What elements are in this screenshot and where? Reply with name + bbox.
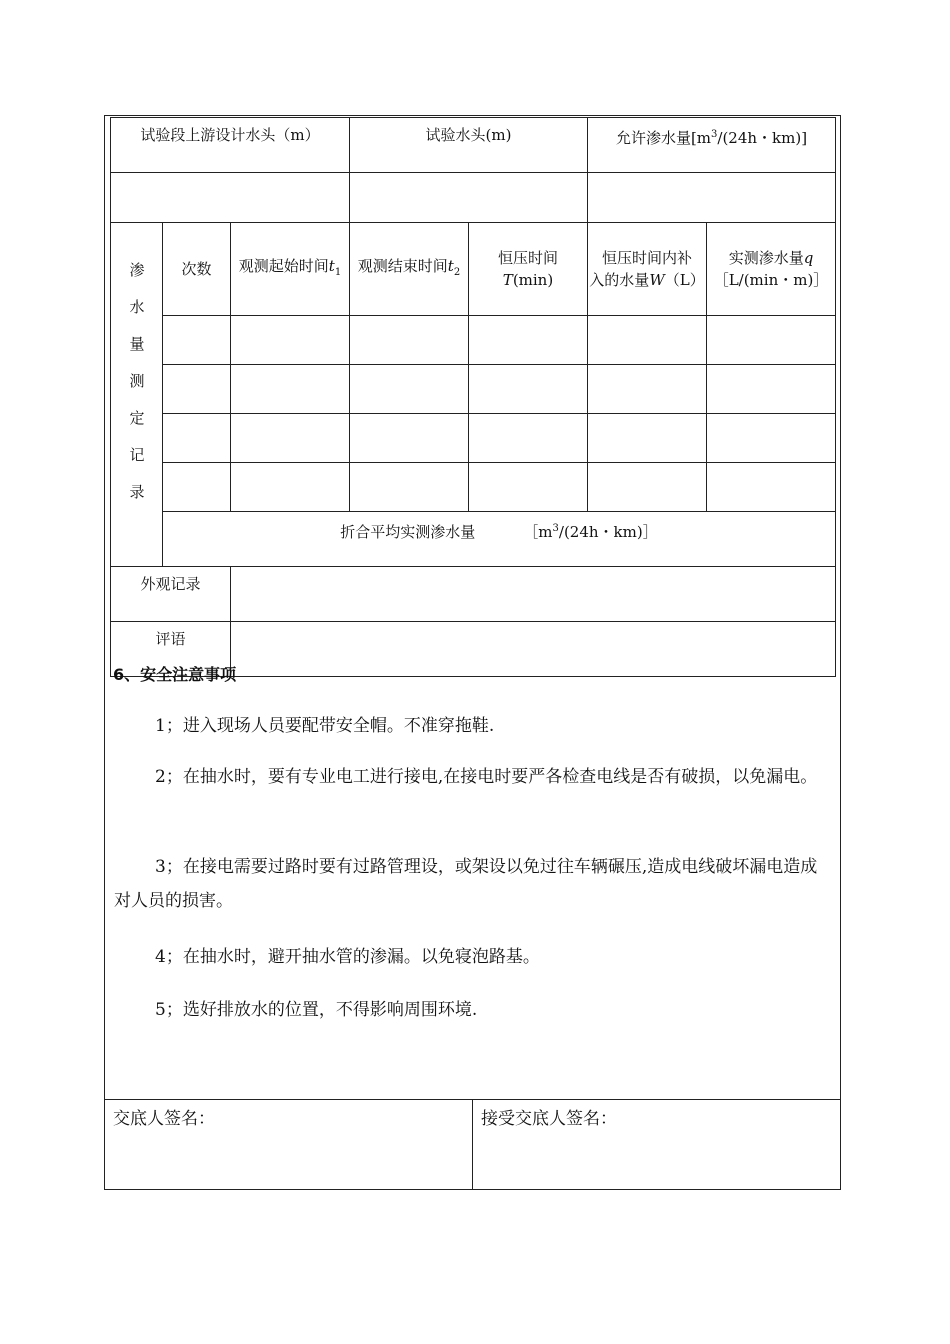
safety-item: 2；在抽水时，要有专业电工进行接电,在接电时要严各检查电线是否有破损，以免漏电。 <box>155 767 818 787</box>
comment-value[interactable] <box>231 622 836 677</box>
col-end-time: 观测结束时间$t_2$ <box>350 223 469 316</box>
safety-item: 1；进入现场人员要配带安全帽。不准穿拖鞋. <box>155 716 495 736</box>
col-hold-time: 恒压时间 T(min) <box>469 223 588 316</box>
comment-label: 评语 <box>111 622 231 677</box>
table-cell[interactable] <box>588 365 707 414</box>
table-row <box>111 316 836 365</box>
table-cell[interactable] <box>707 414 836 463</box>
receiver-signature-box[interactable] <box>473 1099 840 1189</box>
table-cell[interactable] <box>163 414 231 463</box>
appearance-row <box>111 567 836 622</box>
table-cell[interactable] <box>588 414 707 463</box>
table-cell[interactable] <box>231 414 350 463</box>
average-seepage-label: 折合平均实测渗水量 $[m^3/(24h$・km)］ <box>163 512 836 567</box>
table-cell[interactable] <box>231 463 350 512</box>
safety-item: 4；在抽水时，避开抽水管的渗漏。以免寝泡路基。 <box>155 947 540 967</box>
seepage-record-table <box>110 117 836 677</box>
allowed-seepage-value[interactable] <box>588 173 836 223</box>
design-head-header: 试验段上游设计水头（m） <box>111 118 350 173</box>
appearance-label: 外观记录 <box>111 567 231 622</box>
table-cell[interactable] <box>469 414 588 463</box>
table-cell[interactable] <box>231 316 350 365</box>
table-cell[interactable] <box>469 463 588 512</box>
table-cell[interactable] <box>707 316 836 365</box>
table-cell[interactable] <box>163 316 231 365</box>
table-cell[interactable] <box>350 463 469 512</box>
giver-signature-label: 交底人签名： <box>113 1109 215 1129</box>
table-row <box>111 414 836 463</box>
table-row <box>111 365 836 414</box>
column-header-row <box>111 223 836 316</box>
table-row <box>111 463 836 512</box>
table-cell[interactable] <box>163 365 231 414</box>
table-header-row <box>111 118 836 173</box>
table-cell[interactable] <box>588 316 707 365</box>
test-head-value[interactable] <box>350 173 588 223</box>
giver-signature-box[interactable] <box>105 1099 473 1189</box>
table-cell[interactable] <box>707 463 836 512</box>
receiver-signature-label: 接受交底人签名： <box>481 1109 617 1129</box>
design-head-value[interactable] <box>111 173 350 223</box>
table-cell[interactable] <box>231 365 350 414</box>
table-cell[interactable] <box>469 365 588 414</box>
table-cell[interactable] <box>163 463 231 512</box>
safety-item: 5；选好排放水的位置，不得影响周围环境. <box>155 1000 478 1020</box>
safety-section-title: 6、安全注意事项 <box>113 665 237 684</box>
col-refill-water: 恒压时间内补 入的水量W（L） <box>588 223 707 316</box>
table-value-row <box>111 173 836 223</box>
safety-item: 3；在接电需要过路时要有过路管理设，或架设以免过往车辆碾压,造成电线破坏漏电造成对人员的损害。 <box>114 857 818 911</box>
table-cell[interactable] <box>469 316 588 365</box>
table-cell[interactable] <box>350 365 469 414</box>
table-cell[interactable] <box>588 463 707 512</box>
col-measured-seepage: 实测渗水量q ［L/(min・m)］ <box>707 223 836 316</box>
table-cell[interactable] <box>350 414 469 463</box>
allowed-seepage-header: 允许渗水量[$m^3/(24h$・km)] <box>588 118 836 173</box>
appearance-value[interactable] <box>231 567 836 622</box>
average-seepage-row <box>111 512 836 567</box>
col-count: 次数 <box>163 223 231 316</box>
table-cell[interactable] <box>350 316 469 365</box>
seepage-record-side-label: 渗水量测定记录 <box>111 223 163 567</box>
table-cell[interactable] <box>707 365 836 414</box>
test-head-header: 试验水头(m) <box>350 118 588 173</box>
col-start-time: 观测起始时间$t_1$ <box>231 223 350 316</box>
